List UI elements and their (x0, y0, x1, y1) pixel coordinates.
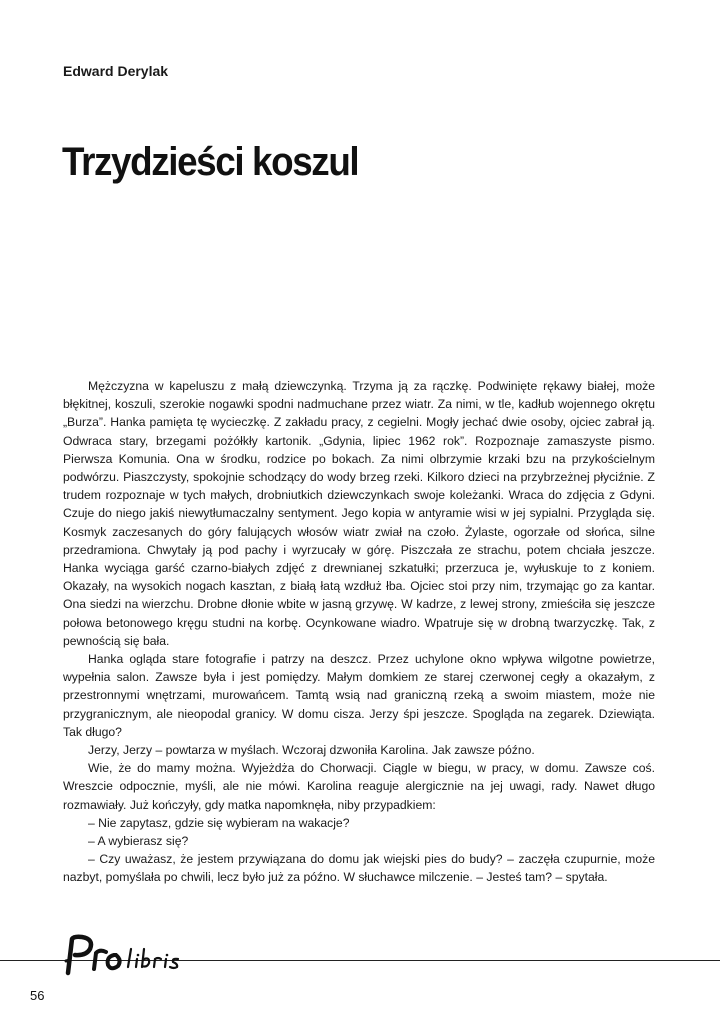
pro-libris-logo (60, 933, 190, 978)
dialogue-line: – Nie zapytasz, gdzie się wybieram na wakacje? (88, 815, 350, 830)
paragraph: Jerzy, Jerzy – powtarza w myślach. Wczoraj dzwoniła Karolina. Jak zawsze późno. (88, 743, 535, 758)
page-number: 56 (30, 988, 45, 1003)
paragraph: Hanka ogląda stare fotografie i patrzy na deszcz. Przez uchylone okno wpływa wilgotne powietrze, wypełnia salon. Zawsze była i jest pomiędzy. Małym domkiem ze starej czerwonej cegły a okazałym, z przestronnymi wnętrzami, murowańcem. Tamtą wsią nad graniczną rzeką a swoim miastem, może nie przygranicznym, ale nieopodal granicy. W domu cisza. Jerzy śpi jeszcze. Spogląda na zegarek. Dziewiąta. Tak długo? (63, 652, 655, 739)
article-title: Trzydzieści koszul (62, 140, 359, 184)
paragraph: Wie, że do mamy można. Wyjeżdża do Chorwacji. Ciągle w biegu, w pracy, w domu. Zawsze coś. Wreszcie odpocznie, myśli, ale nie mówi. Karolina reaguje alergicznie na jej uwagi, rady. Nawet długo rozmawiały. Już kończyły, gdy matka napomknęła, niby przypadkiem: (63, 761, 655, 812)
dialogue-line: – A wybierasz się? (88, 834, 189, 849)
dialogue-line: – Czy uważasz, że jestem przywiązana do domu jak wiejski pies do budy? – zaczęła czupurnie, może nazbyt, pomyślała po chwili, lecz było już za późno. W słuchawce milczenie. – Jesteś tam? – spytała. (63, 852, 655, 885)
paragraph: Mężczyzna w kapeluszu z małą dziewczynką. Trzyma ją za rączkę. Podwinięte rękawy białej, może błękitnej, koszuli, szerokie nogawki spodni nadmuchane przez wiatr. Za nimi, w tle, kadłub wojennego okrętu „Burza”. Hanka pamięta tę wycieczkę. Z zakładu pracy, z cegielni. Mogły jechać dwie osoby, ojciec zabrał ją. Odwraca stary, brzegami pożółkły kartonik. „Gdynia, lipiec 1962 rok”. Rozpoznaje zamaszyste pismo. Pierwsza Komunia. Ona w środku, rodzice po bokach. Za nimi olbrzymie krzaki bzu na przykościelnym podwórzu. Piaszczysty, spokojnie schodzący do wody brzeg rzeki. Kilkoro dzieci na przybrzeżnej płyciźnie. Z trudem rozpoznaje w tych małych, drobniutkich dziewczynkach swoje koleżanki. Wraca do zdjęcia z Gdyni. Czuje do niego jakiś niewytłumaczalny sentyment. Jego kopia w antyramie wisi w jej sypialni. Przygląda się. Kosmyk zaczesanych do góry falujących włosów wiatr zwiał na czoło. Żylaste, ogorzałe od słońca, silne przedramiona. Chwytały ją pod pachy i wyrzucały w górę. Piszczała ze strachu, potem chciała jeszcze. Hanka wyciąga garść czarno-białych zdjęć z drewnianej szkatułki; przerzuca je, wyłuskuje to z koniem. Okazały, na wysokich nogach kasztan, z białą łatą wzdłuż łba. Ojciec stoi przy nim, trzymając go za kantar. Ona siedzi na wierzchu. Drobne dłonie wbite w jasną grzywę. W kadrze, z lewej strony, zmieściła się jeszcze połowa betonowego kręgu studni na korbę. Ocynkowane wiadro. Wpatruje się w drobną twarzyczkę. Tak, z pewnością się bała. (63, 379, 655, 648)
author-name: Edward Derylak (63, 63, 169, 79)
article-body (63, 377, 655, 887)
